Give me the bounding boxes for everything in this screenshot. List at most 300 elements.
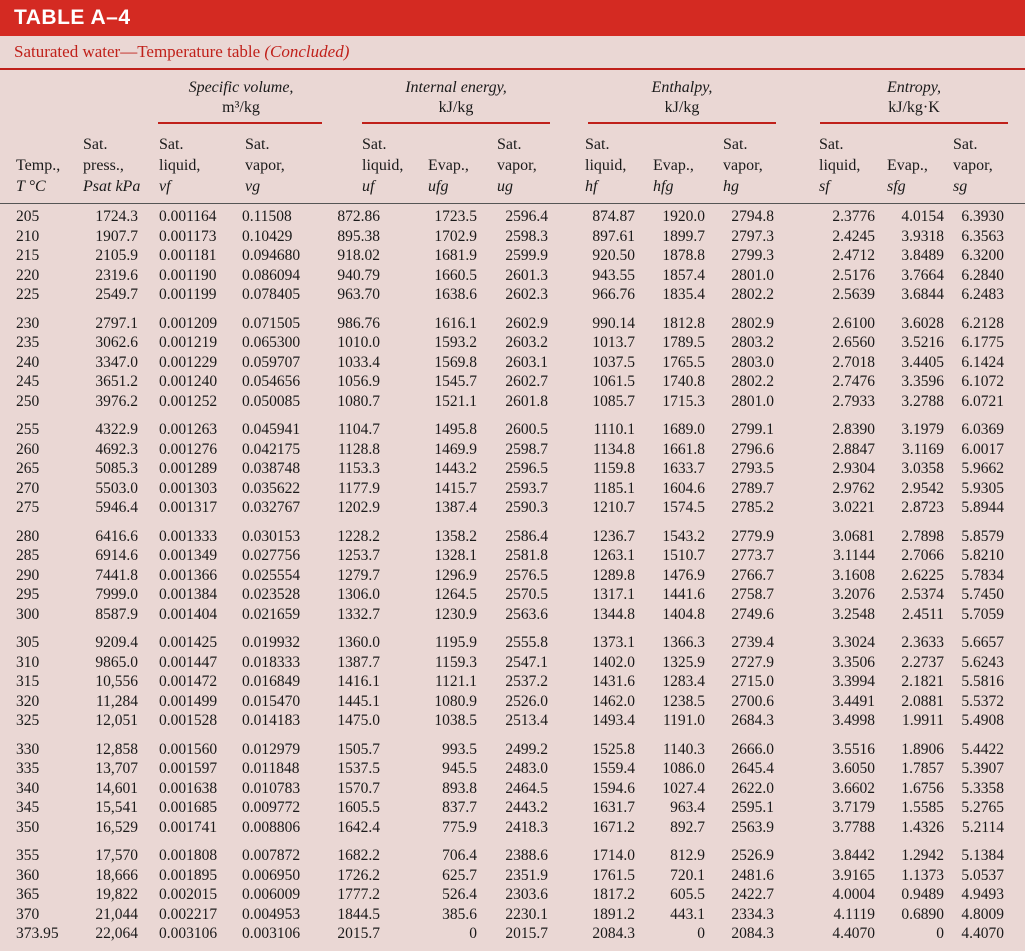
table-cell: 1387.4 [434,499,477,517]
table-cell: 0.042175 [242,440,301,458]
table-cell: 6.1072 [961,373,1004,391]
table-cell: 1185.1 [592,479,635,497]
table-cell: 2596.4 [505,208,548,225]
table-cell: 1332.7 [337,605,380,623]
table-subtitle [14,42,349,62]
table-cell: 1366.3 [662,634,705,651]
table-cell: 918.02 [337,247,380,265]
table-cell: 2483.0 [505,760,548,778]
table-cell: 1660.5 [434,266,477,284]
table-cell: 1283.4 [662,673,705,691]
table-cell: 0.001741 [159,818,218,836]
table-cell: 1236.7 [592,527,635,545]
table-cell: 0.001808 [159,847,218,864]
table-cell: 360 [16,866,40,884]
table-cell: 1633.7 [662,460,705,478]
table-cell: 1545.7 [434,373,477,391]
table-cell: 1264.5 [434,586,477,604]
table-cell: 320 [16,692,40,710]
table-cell: 5.1384 [961,847,1004,864]
table-cell: 340 [16,779,40,797]
table-cell: 0.014183 [242,712,301,730]
table-cell: 7441.8 [95,566,138,584]
table-cell: 2600.5 [505,421,548,438]
table-cell: 3.4405 [901,353,944,371]
table-cell: 280 [16,527,40,545]
table-cell: 2739.4 [731,634,774,651]
table-cell: 2.9762 [832,479,875,497]
col-hg: Sat. vapor, hg [723,136,763,195]
table-cell: 1671.2 [592,818,635,836]
table-cell: 270 [16,479,40,497]
table-cell: 0.001638 [159,779,218,797]
table-cell: 0.001199 [159,286,217,304]
table-cell: 4692.3 [95,440,138,458]
table-cell: 720.1 [670,866,705,884]
table-row [0,315,1025,335]
col-sf: Sat. liquid, sf [819,136,861,195]
table-cell: 6.3200 [961,247,1004,265]
table-cell: 5.6657 [961,634,1004,651]
table-cell: 3.2548 [832,605,875,623]
table-cell: 0.9489 [901,886,944,904]
table-cell: 443.1 [670,905,705,923]
table-cell: 5.2114 [961,818,1004,836]
table-row [0,819,1025,839]
col-sfg: Evap., sfg [887,157,928,195]
table-cell: 5946.4 [95,499,138,517]
table-cell: 1682.2 [337,847,380,864]
table-cell: 235 [16,334,40,352]
group-entropy [820,78,1008,118]
table-cell: 0 [697,925,705,943]
table-cell: 3.6602 [832,779,875,797]
table-cell: 2779.9 [731,527,774,545]
table-cell: 0.050085 [242,392,301,410]
table-cell: 0.001303 [159,479,218,497]
table-cell: 1328.1 [434,547,477,565]
table-cell: 14,601 [95,779,138,797]
table-cell: 892.7 [670,818,705,836]
table-cell: 1593.2 [434,334,477,352]
table-cell: 0.001240 [159,373,218,391]
group-internal-energy [362,78,550,118]
table-cell: 5.5816 [961,673,1004,691]
table-cell: 2581.8 [505,547,548,565]
table-cell: 230 [16,314,40,332]
table-cell: 1.2942 [901,847,944,864]
table-cell: 1605.5 [337,799,380,817]
table-cell: 1279.7 [337,566,380,584]
table-cell: 0.006009 [242,886,301,904]
table-cell: 0.001425 [159,634,218,651]
table-cell: 0.001366 [159,566,218,584]
table-cell: 2601.8 [505,392,548,410]
table-cell: 12,051 [95,712,138,730]
table-cell: 2499.2 [505,740,548,758]
table-cell: 285 [16,547,40,565]
table-cell: 1441.6 [662,586,705,604]
table-cell: 1085.7 [592,392,635,410]
table-cell: 220 [16,266,40,284]
table-cell: 1631.7 [592,799,635,817]
col-uf: Sat. liquid, uf [362,136,404,195]
table-cell: 1443.2 [434,460,477,478]
table-cell: 0.001384 [159,586,218,604]
table-cell: 330 [16,740,40,758]
table-cell: 2789.7 [731,479,774,497]
table-cell: 5.8210 [961,547,1004,565]
table-row [0,267,1025,287]
table-cell: 305 [16,634,40,651]
group-unit: kJ/kg [438,99,474,116]
table-cell: 1475.0 [337,712,380,730]
table-cell: 2015.7 [505,925,548,943]
table-cell: 3976.2 [95,392,138,410]
table-cell: 2.7933 [832,392,875,410]
table-cell: 0.001289 [159,460,218,478]
table-cell: 5.7834 [961,566,1004,584]
table-cell: 3062.6 [95,334,138,352]
table-cell: 897.61 [592,227,635,245]
table-cell: 706.4 [442,847,477,864]
table-cell: 5.7059 [961,605,1004,623]
table-cell: 290 [16,566,40,584]
table-row [0,567,1025,587]
table-cell: 1128.8 [337,440,380,458]
group-unit: kJ/kg [664,99,700,116]
col-hf: Sat. liquid, hf [585,136,627,195]
table-cell: 5085.3 [95,460,138,478]
table-cell: 2.5639 [832,286,875,304]
table-cell: 1521.1 [434,392,477,410]
table-cell: 0.001560 [159,740,218,758]
table-cell: 0.038748 [242,460,301,478]
table-cell: 2599.9 [505,247,548,265]
table-cell: 2.0881 [901,692,944,710]
table-cell: 1086.0 [662,760,705,778]
table-row [0,634,1025,654]
table-cell: 966.76 [592,286,635,304]
table-cell: 3.6844 [901,286,944,304]
table-cell: 205 [16,208,40,225]
table-row [0,373,1025,393]
table-cell: 0.094680 [242,247,301,265]
table-cell: 526.4 [442,886,477,904]
table-cell: 2785.2 [731,499,774,517]
table-cell: 4.4070 [961,925,1004,943]
table-cell: 335 [16,760,40,778]
table-row [0,780,1025,800]
table-cell: 1543.2 [662,527,705,545]
table-cell: 1191.0 [662,712,705,730]
table-cell: 0.001499 [159,692,218,710]
table-cell: 3.4998 [832,712,875,730]
table-cell: 1027.4 [662,779,705,797]
table-cell: 0.002015 [159,886,218,904]
table-cell: 215 [16,247,40,265]
top-rule [0,68,1025,70]
table-row [0,228,1025,248]
table-cell: 993.5 [442,740,477,758]
group-specific-volume [160,78,322,118]
table-cell: 0.001263 [159,421,218,438]
table-cell: 0.10429 [242,227,293,245]
table-cell: 1604.6 [662,479,705,497]
table-cell: 1228.2 [337,527,380,545]
table-cell: 0.054656 [242,373,301,391]
table-cell: 1416.1 [337,673,380,691]
table-cell: 0.004953 [242,905,301,923]
table-cell: 940.79 [337,266,380,284]
table-row [0,499,1025,519]
table-cell: 1765.5 [662,353,705,371]
table-cell: 3.8442 [832,847,875,864]
table-row [0,906,1025,926]
table-cell: 2.7898 [901,527,944,545]
table-cell: 6.2840 [961,266,1004,284]
table-cell: 10,556 [95,673,138,691]
table-cell: 1153.3 [337,460,380,478]
table-cell: 2.3633 [901,634,944,651]
table-cell: 2700.6 [731,692,774,710]
table-cell: 0.035622 [242,479,301,497]
table-row [0,693,1025,713]
table-cell: 4.8009 [961,905,1004,923]
table-cell: 2803.0 [731,353,774,371]
table-row [0,334,1025,354]
table-row [0,421,1025,441]
table-cell: 1740.8 [662,373,705,391]
table-cell: 1574.5 [662,499,705,517]
table-cell: 2622.0 [731,779,774,797]
table-cell: 1789.5 [662,334,705,352]
table-cell: 3.3994 [832,673,875,691]
table-cell: 19,822 [95,886,138,904]
table-cell: 3.1979 [901,421,944,438]
table-cell: 4.1119 [833,905,875,923]
table-row [0,286,1025,306]
table-cell: 325 [16,712,40,730]
table-cell: 5.8944 [961,499,1004,517]
table-cell: 2801.0 [731,266,774,284]
table-cell: 963.70 [337,286,380,304]
table-cell: 0.019932 [242,634,301,651]
table-cell: 3.2076 [832,586,875,604]
table-cell: 0.010783 [242,779,301,797]
table-cell: 345 [16,799,40,817]
table-cell: 5.2765 [961,799,1004,817]
table-cell: 11,284 [95,692,138,710]
table-cell: 1344.8 [592,605,635,623]
table-cell: 2481.6 [731,866,774,884]
table-cell: 1.7857 [901,760,944,778]
table-row [0,799,1025,819]
table-cell: 2570.5 [505,586,548,604]
table-row [0,886,1025,906]
table-cell: 0 [469,925,477,943]
table-cell: 1907.7 [95,227,138,245]
table-cell: 265 [16,460,40,478]
table-cell: 1104.7 [337,421,380,438]
table-cell: 2303.6 [505,886,548,904]
table-cell: 1263.1 [592,547,635,565]
col-temp: Temp., T °C [16,157,61,195]
table-cell: 2684.3 [731,712,774,730]
table-cell: 355 [16,847,40,864]
table-cell: 2749.6 [731,605,774,623]
group-title: Specific volume, [188,79,294,96]
table-cell: 1360.0 [337,634,380,651]
table-cell: 2.6225 [901,566,944,584]
table-cell: 0.009772 [242,799,301,817]
table-cell: 5.7450 [961,586,1004,604]
table-cell: 874.87 [592,208,635,225]
table-cell: 0 [936,925,944,943]
table-cell: 2803.2 [731,334,774,352]
table-cell: 2666.0 [731,740,774,758]
table-cell: 373.95 [16,925,59,943]
table-cell: 2015.7 [337,925,380,943]
table-cell: 920.50 [592,247,635,265]
table-cell: 2105.9 [95,247,138,265]
table-row [0,741,1025,761]
table-cell: 1038.5 [434,712,477,730]
table-cell: 21,044 [95,905,138,923]
table-cell: 0.023528 [242,586,301,604]
table-cell: 3.5516 [832,740,875,758]
table-cell: 2547.1 [505,653,548,671]
table-cell: 2590.3 [505,499,548,517]
table-cell: 0.007872 [242,847,301,864]
table-cell: 2602.9 [505,314,548,332]
table-cell: 1525.8 [592,740,635,758]
table-cell: 872.86 [337,208,380,225]
group-underline [820,122,1008,124]
table-cell: 1462.0 [592,692,635,710]
table-cell: 3.7179 [832,799,875,817]
subtitle-note: (Concluded) [264,42,350,61]
group-title: Internal energy, [405,79,507,96]
table-cell: 1317.1 [592,586,635,604]
table-cell: 275 [16,499,40,517]
table-cell: 9209.4 [95,634,138,651]
table-cell: 1817.2 [592,886,635,904]
table-cell: 2801.0 [731,392,774,410]
table-cell: 2084.3 [731,925,774,943]
table-cell: 1661.8 [662,440,705,458]
table-cell: 1777.2 [337,886,380,904]
table-cell: 2563.9 [731,818,774,836]
table-cell: 0.001229 [159,353,218,371]
table-cell: 0.001333 [159,527,218,545]
table-cell: 16,529 [95,818,138,836]
table-cell: 1415.7 [434,479,477,497]
table-cell: 1110.1 [593,421,635,438]
table-cell: 0.001209 [159,314,218,332]
table-cell: 3347.0 [95,353,138,371]
table-cell: 2576.5 [505,566,548,584]
table-cell: 1857.4 [662,266,705,284]
table-cell: 2230.1 [505,905,548,923]
table-cell: 2555.8 [505,634,548,651]
table-row [0,867,1025,887]
table-row [0,480,1025,500]
table-cell: 0.001190 [159,266,217,284]
table-cell: 18,666 [95,866,138,884]
table-cell: 1033.4 [337,353,380,371]
table-cell: 3.3596 [901,373,944,391]
table-cell: 350 [16,818,40,836]
table-cell: 2526.9 [731,847,774,864]
table-cell: 2513.4 [505,712,548,730]
table-cell: 5.3907 [961,760,1004,778]
table-cell: 1510.7 [662,547,705,565]
table-cell: 8587.9 [95,605,138,623]
table-cell: 2.5374 [901,586,944,604]
table-cell: 893.8 [442,779,477,797]
table-cell: 2645.4 [731,760,774,778]
table-cell: 2598.3 [505,227,548,245]
table-cell: 2443.2 [505,799,548,817]
table-cell: 1715.3 [662,392,705,410]
table-cell: 4.4070 [832,925,875,943]
table-cell: 1195.9 [434,634,477,651]
table-cell: 2319.6 [95,266,138,284]
table-cell: 1689.0 [662,421,705,438]
table-cell: 0.003106 [159,925,218,943]
table-cell: 1202.9 [337,499,380,517]
table-cell: 5.6243 [961,653,1004,671]
table-cell: 0.032767 [242,499,301,517]
col-sg: Sat. vapor, sg [953,136,993,195]
table-cell: 365 [16,886,40,904]
table-cell: 2797.3 [731,227,774,245]
col-ufg: Evap., ufg [428,157,469,195]
subtitle-text: Saturated water—Temperature table [14,42,261,61]
table-cell: 1238.5 [662,692,705,710]
table-cell: 1616.1 [434,314,477,332]
col-ug: Sat. vapor, ug [497,136,537,195]
table-cell: 2.6560 [832,334,875,352]
table-cell: 2797.1 [95,314,138,332]
table-cell: 1010.0 [337,334,380,352]
table-cell: 0.001685 [159,799,218,817]
table-cell: 2593.7 [505,479,548,497]
group-underline [362,122,550,124]
table-cell: 385.6 [442,905,477,923]
table-cell: 1899.7 [662,227,705,245]
table-cell: 0.001597 [159,760,218,778]
table-cell: 5.3358 [961,779,1004,797]
group-title: Entropy, [886,79,942,96]
table-cell: 1.8906 [901,740,944,758]
table-cell: 9865.0 [95,653,138,671]
table-cell: 22,064 [95,925,138,943]
table-cell: 1402.0 [592,653,635,671]
table-cell: 1159.3 [434,653,477,671]
table-cell: 0.021659 [242,605,301,623]
table-cell: 1920.0 [662,208,705,225]
table-cell: 255 [16,421,40,438]
table-cell: 1537.5 [337,760,380,778]
table-cell: 2.7066 [901,547,944,565]
table-cell: 1570.7 [337,779,380,797]
table-cell: 5.4908 [961,712,1004,730]
table-cell: 2601.3 [505,266,548,284]
group-underline [158,122,322,124]
table-cell: 1559.4 [592,760,635,778]
